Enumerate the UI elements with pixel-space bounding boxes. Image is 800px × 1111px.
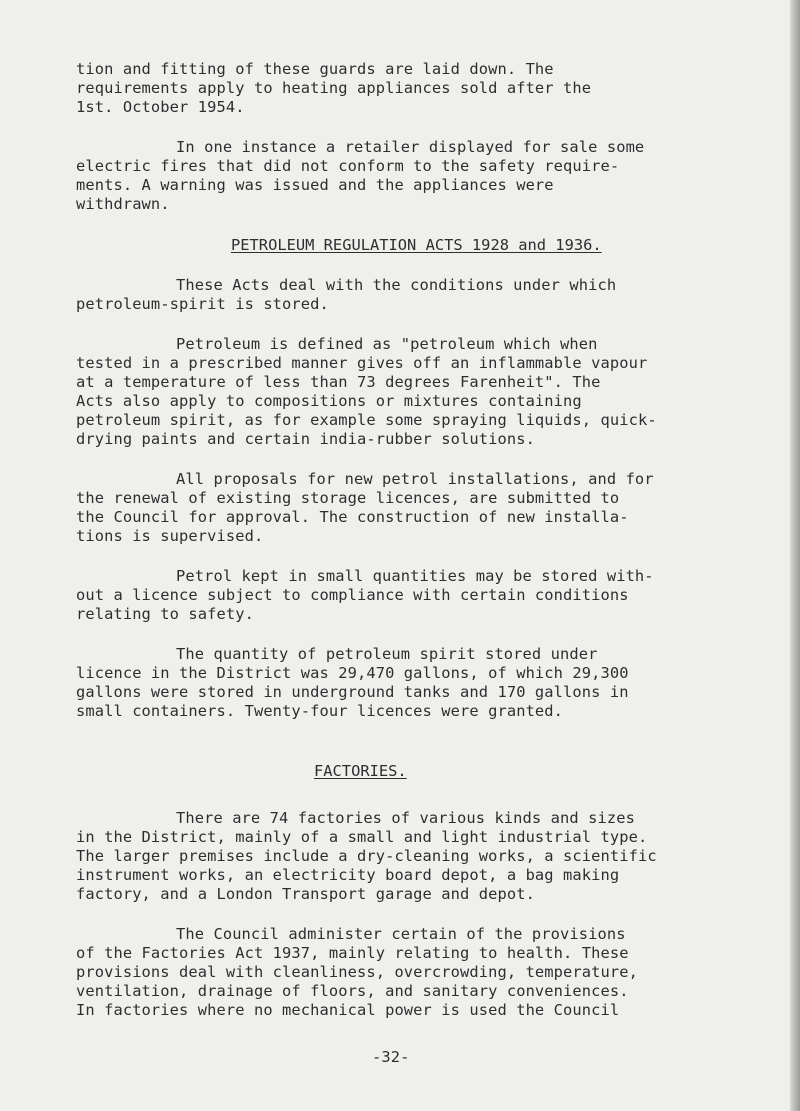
paragraph-heating-requirements: tion and fitting of these guards are laid down. The requirements apply to heating appliances sold after the 1st. October 1954. [76, 60, 592, 116]
paragraph-acts-conditions: These Acts deal with the conditions under which petroleum-spirit is stored. [76, 276, 617, 313]
paragraph-retailer-warning: In one instance a retailer displayed for sale some electric fires that did not conform to the safety require- ments. A warning was issued and the appliances were withdrawn. [76, 138, 645, 213]
paragraph-installation-proposals: All proposals for new petrol installations, and for the renewal of existing storage licences, are submitted to the Council for approval. The construction of new installa- tions is supervised. [76, 470, 654, 545]
page-number: -32- [372, 1048, 410, 1066]
paragraph-small-quantities: Petrol kept in small quantities may be stored with- out a licence subject to compliance with certain conditions relating to safety. [76, 567, 654, 623]
heading-petroleum-acts: PETROLEUM REGULATION ACTS 1928 and 1936. [231, 236, 602, 254]
paragraph-petroleum-definition: Petroleum is defined as "petroleum which when tested in a prescribed manner gives off an inflammable vapour at a temperature of less than 73 degrees Farenheit". The Acts also apply to compositions or mixtures containing petroleum spirit, as for example some spraying liquids, quick- drying paints and certain india-rubber solutions. [76, 335, 657, 448]
paragraph-quantity-stored: The quantity of petroleum spirit stored under licence in the District was 29,470 gallons, of which 29,300 gallons were stored in underground tanks and 170 gallons in small containers. Twenty-four licences were granted. [76, 645, 629, 720]
paragraph-factories-count: There are 74 factories of various kinds and sizes in the District, mainly of a small and light industrial type. The larger premises include a dry-cleaning works, a scientific instrument works, an electricity board depot, a bag making factory, and a London Transport garage and depot. [76, 809, 657, 903]
page-edge-shadow [790, 0, 800, 1111]
heading-factories: FACTORIES. [314, 762, 407, 780]
paragraph-factories-act: The Council administer certain of the provisions of the Factories Act 1937, mainly relating to health. These provisions deal with cleanliness, overcrowding, temperature, ventilation, drainage of floors, and sanitary conveniences. In factories where no mechanical power is used the Council [76, 925, 638, 1019]
